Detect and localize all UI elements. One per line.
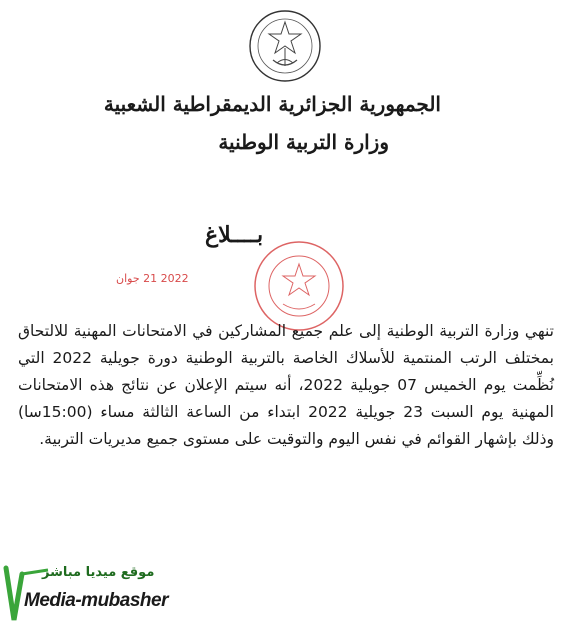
watermark-arabic-text: موقع ميديا مباشر — [42, 565, 155, 580]
document-header — [81, 90, 441, 156]
watermark-latin-text: Media-mubasher — [24, 590, 168, 611]
document-title: بــــلاغ — [205, 222, 264, 248]
republic-name: الجمهورية الجزائرية الديمقراطية الشعبية — [103, 92, 441, 116]
announcement-paragraph: تنهي وزارة التربية الوطنية إلى علم جميع المشاركين في الامتحانات المهنية للالتحاق بمختلف الرتب المنتمية للأسلاك الخاصة بالتربية الوطنية دورة جويلية 2022 التي نُظِّمت يوم الخميس 07 جويلية 2022، أنه سيتم الإعلان عن نتائج هذه الامتحانات المهنية يوم السبت 23 جويلية 2022 ابتداء من الساعة الثالثة مساء (15:00سا) وذلك بإشهار القوائم في نفس اليوم والتوقيت على مستوى جميع مديريات التربية. — [18, 322, 554, 448]
announcement-body — [18, 318, 554, 453]
date-stamp: 2022 21 جوان — [116, 272, 189, 285]
ministry-name: وزارة التربية الوطنية — [218, 130, 389, 154]
algeria-emblem-icon — [247, 8, 323, 84]
